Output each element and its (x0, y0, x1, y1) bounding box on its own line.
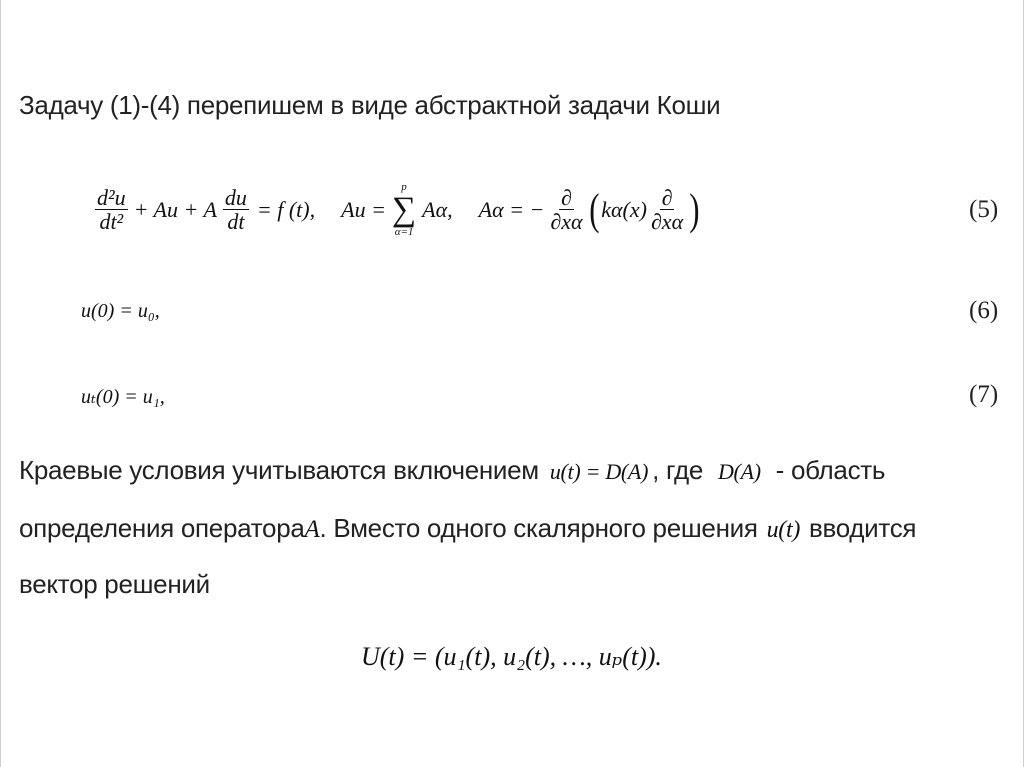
fraction-d2u-dt2 (95, 186, 128, 234)
right-paren: ) (689, 185, 700, 234)
boundary-conditions-text-line1 (19, 455, 885, 486)
denominator: ∂xα (550, 208, 583, 234)
denominator: dt (227, 208, 245, 234)
equation-number-7: (7) (969, 381, 999, 408)
term-f-t: = f (t), (256, 197, 316, 222)
boundary-conditions-text-line3: вектор решений (19, 569, 210, 599)
text-run: вводится (808, 513, 917, 543)
fraction-partial-x (548, 186, 584, 234)
left-paren: ( (588, 185, 600, 234)
term-au-eq: Au = (341, 197, 386, 222)
equation-6: u(0) = u₀, (81, 300, 160, 322)
fraction-partial-x-2 (649, 186, 685, 234)
term-plus-au: + Au + A (133, 197, 217, 222)
numerator: du (224, 184, 247, 210)
vector-equation: U(t) = (u₁(t), u₂(t), …, uₚ(t)). (361, 642, 662, 671)
term-k-alpha: kα(x) (601, 197, 647, 222)
text-run: , где (652, 455, 704, 485)
numerator: ∂ (561, 184, 572, 210)
sigma: ∑ (391, 191, 417, 228)
math-inline: u(t) (766, 517, 801, 543)
text-run: Краевые условия учитываются включением (19, 455, 539, 485)
equation-number-5: (5) (969, 196, 999, 223)
term-a-alpha-def: Aα = − (478, 197, 545, 222)
numerator: ∂ (661, 184, 673, 210)
sum-upper-limit: p (401, 181, 407, 193)
text-run: определения оператора (19, 513, 305, 543)
sum-lower-limit: α=1 (394, 226, 414, 238)
numerator: d²u (97, 184, 126, 210)
equation-number-6: (6) (969, 297, 999, 324)
term-a-alpha: Aα, (422, 197, 453, 222)
text-run: - область (775, 455, 886, 485)
text-run: . Вместо одного скалярного решения (319, 513, 758, 543)
boundary-conditions-text-line2 (19, 513, 916, 544)
denominator: dt² (99, 208, 124, 234)
math-inline: A (304, 516, 320, 543)
math-inline: D(A) (717, 459, 761, 484)
equation-5 (93, 170, 702, 250)
sum-symbol (392, 182, 416, 238)
intro-text: Задачу (1)-(4) перепишем в виде абстрактной задачи Коши (19, 90, 721, 120)
math-inline: u(t) = D(A) (549, 459, 649, 484)
fraction-du-dt (223, 186, 249, 234)
equation-7: uₜ(0) = u₁, (81, 386, 165, 408)
denominator: ∂xα (650, 208, 684, 234)
